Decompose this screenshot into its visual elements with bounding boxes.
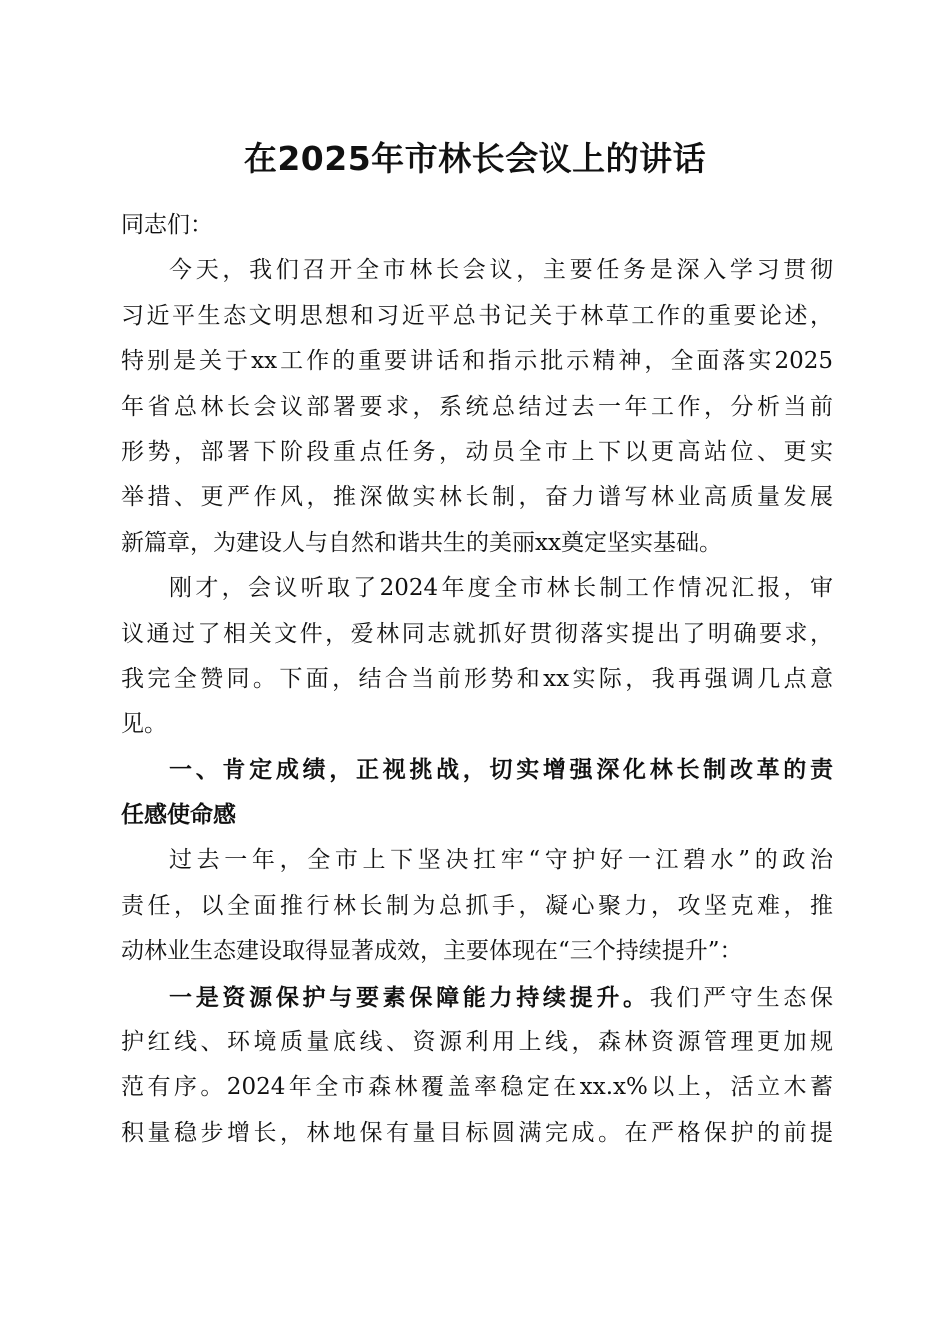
section-heading-1-line-1: 一、肯定成绩，正视挑战，切实增强深化林长制改革的责 xyxy=(169,756,833,783)
paragraph-1-line-2: 习近平生态文明思想和习近平总书记关于林草工作的重要论述， xyxy=(121,302,833,329)
paragraph-3-line-1: 过去一年，全市上下坚决扛牢“守护好一江碧水”的政治 xyxy=(169,847,833,874)
document-body xyxy=(121,203,833,1156)
subheading-lead: 一是资源保护与要素保障能力持续提升。 xyxy=(169,983,650,1011)
paragraph-1-line-6: 举措、更严作风，推深做实林长制，奋力谱写林业高质量发展 xyxy=(121,484,833,511)
paragraph-1-line-1: 今天，我们召开全市林长会议，主要任务是深入学习贯彻 xyxy=(169,257,833,284)
paragraph-4-line-1-rest: 我们严守生态保 xyxy=(649,984,833,1011)
document-title: 在2025年市林长会议上的讲话 xyxy=(243,139,707,178)
paragraph-4-line-2: 护红线、环境质量底线、资源利用上线，森林资源管理更加规 xyxy=(121,1029,833,1056)
paragraph-4-line-3: 范有序。2024年全市森林覆盖率稳定在xx.x%以上，活立木蓄 xyxy=(121,1074,833,1101)
paragraph-1-line-5: 形势，部署下阶段重点任务，动员全市上下以更高站位、更实 xyxy=(121,438,833,465)
paragraph-4-line-1 xyxy=(121,975,833,1020)
paragraph-3-line-3: 动林业生态建设取得显著成效，主要体现在“三个持续提升”： xyxy=(121,938,743,965)
paragraph-2-line-3: 我完全赞同。下面，结合当前形势和xx实际，我再强调几点意 xyxy=(121,665,833,692)
paragraph-1-line-4: 年省总林长会议部署要求，系统总结过去一年工作，分析当前 xyxy=(121,393,833,420)
paragraph-3-line-2: 责任，以全面推行林长制为总抓手，凝心聚力，攻坚克难，推 xyxy=(121,892,833,919)
paragraph-4-line-4: 积量稳步增长，林地保有量目标圆满完成。在严格保护的前提 xyxy=(121,1119,833,1146)
paragraph-1-line-7: 新篇章，为建设人与自然和谐共生的美丽xx奠定坚实基础。 xyxy=(121,529,722,556)
salutation: 同志们： xyxy=(121,212,213,238)
paragraph-2-line-1: 刚才，会议听取了2024年度全市林长制工作情况汇报，审 xyxy=(169,575,833,602)
paragraph-2-line-2: 议通过了相关文件，爱林同志就抓好贯彻落实提出了明确要求， xyxy=(121,620,833,647)
paragraph-2-line-4: 见。 xyxy=(121,711,167,738)
section-heading-1-line-2: 任感使命感 xyxy=(121,802,236,829)
paragraph-1-line-3: 特别是关于xx工作的重要讲话和指示批示精神，全面落实2025 xyxy=(121,348,833,375)
